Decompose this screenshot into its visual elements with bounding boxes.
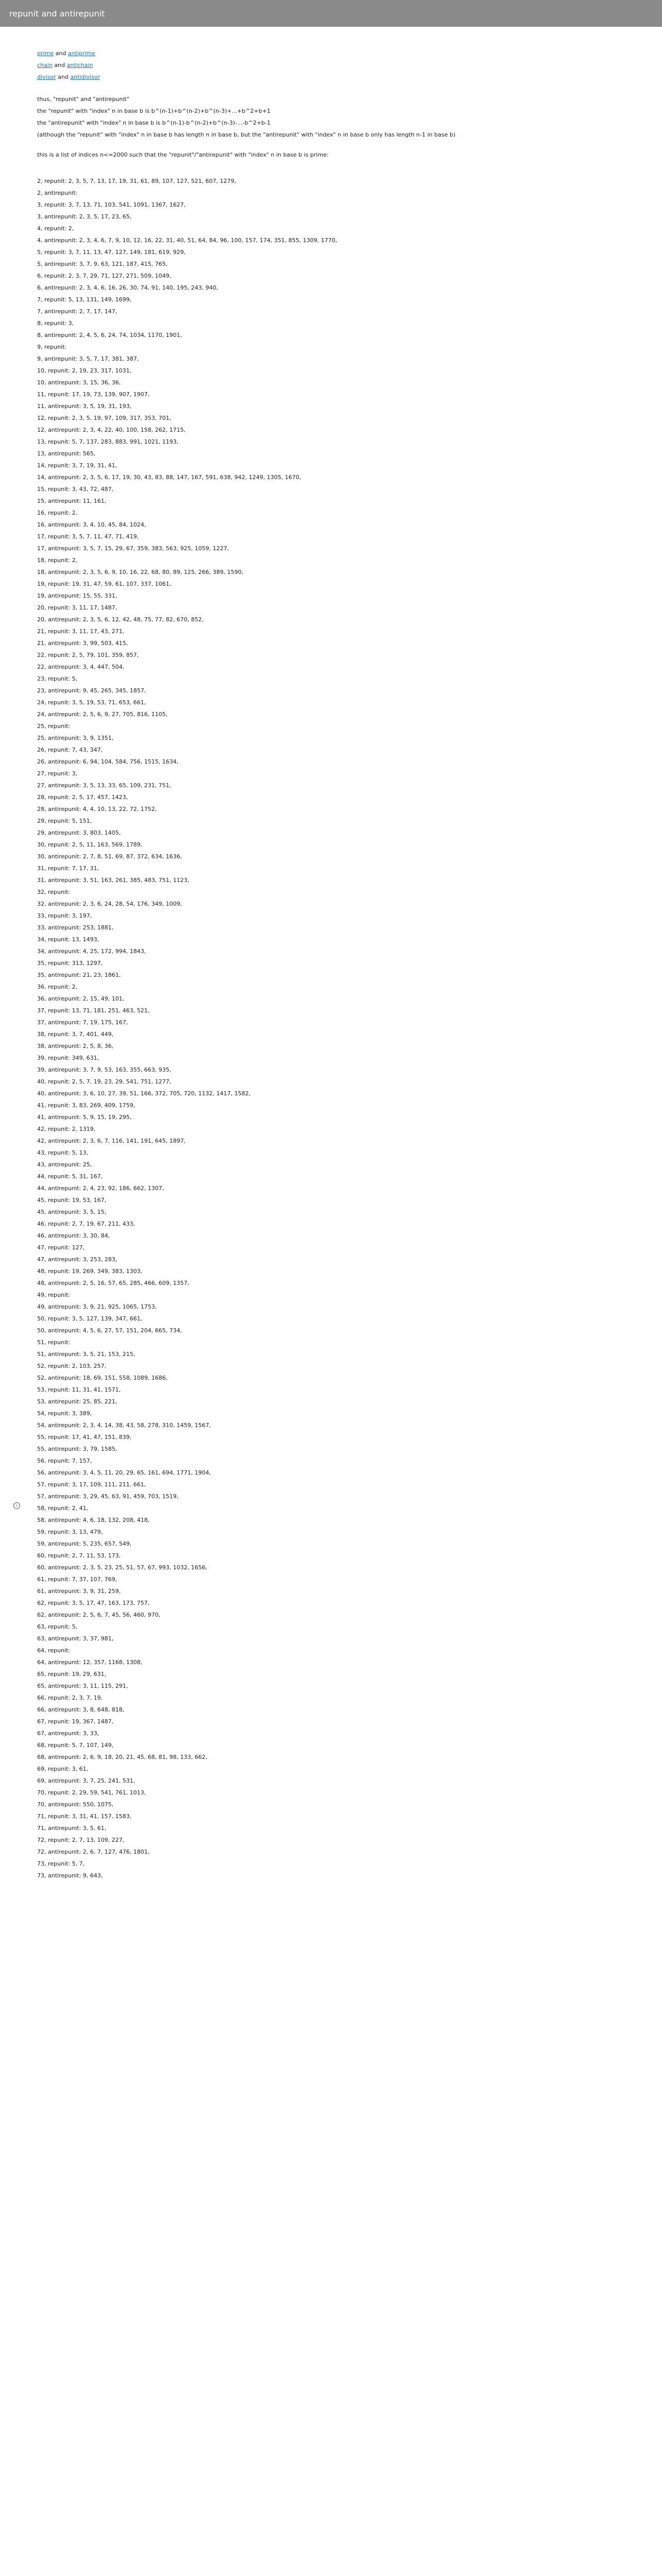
result-line: 48, repunit: 19, 269, 349, 383, 1303,: [37, 1268, 142, 1275]
info-icon[interactable]: i: [13, 1502, 20, 1509]
result-line: 18, antirepunit: 2, 3, 5, 6, 9, 10, 16, 22, 68, 80, 89, 125, 266, 389, 1590,: [37, 569, 243, 575]
link-pair: [37, 71, 625, 83]
result-line: 52, antirepunit: 18, 69, 151, 558, 1089, 1686,: [37, 1375, 168, 1381]
result-line: 68, repunit: 5, 7, 107, 149,: [37, 1742, 114, 1749]
result-line: 36, antirepunit: 2, 15, 49, 101,: [37, 995, 125, 1002]
result-line: 67, repunit: 19, 367, 1487,: [37, 1718, 114, 1725]
result-line: 58, repunit: 2, 41,: [37, 1505, 89, 1512]
result-line: 26, antirepunit: 6, 94, 104, 584, 756, 1515, 1634,: [37, 758, 179, 765]
result-line: 60, repunit: 2, 7, 11, 53, 173,: [37, 1552, 121, 1559]
result-line: 48, antirepunit: 2, 5, 16, 57, 65, 285, 466, 609, 1357,: [37, 1280, 190, 1286]
result-line: 38, antirepunit: 2, 5, 8, 36,: [37, 1043, 114, 1049]
result-line: 11, repunit: 17, 19, 73, 139, 907, 1907,: [37, 391, 150, 398]
result-line: 51, antirepunit: 3, 5, 21, 153, 215,: [37, 1351, 136, 1358]
result-line: 59, antirepunit: 5, 235, 657, 549,: [37, 1540, 132, 1547]
result-line: 5, antirepunit: 3, 7, 9, 63, 121, 187, 415, 765,: [37, 261, 168, 267]
result-line: 36, repunit: 2,: [37, 984, 78, 990]
result-line: 69, repunit: 3, 61,: [37, 1766, 89, 1772]
result-line: 45, repunit: 19, 53, 167,: [37, 1197, 107, 1204]
result-line: 28, repunit: 2, 5, 17, 457, 1423,: [37, 794, 128, 801]
result-line: 53, repunit: 11, 31, 41, 1571,: [37, 1386, 121, 1393]
page-title: repunit and antirepunit: [9, 9, 105, 19]
result-line: 41, antirepunit: 5, 9, 15, 19, 295,: [37, 1114, 132, 1121]
result-line: 12, repunit: 2, 3, 5, 19, 97, 109, 317, 353, 701,: [37, 415, 171, 421]
result-line: 50, repunit: 3, 5, 127, 139, 347, 661,: [37, 1315, 142, 1322]
result-line: 69, antirepunit: 3, 7, 25, 241, 531,: [37, 1777, 136, 1784]
result-line: 53, antirepunit: 25, 85, 221,: [37, 1398, 118, 1405]
result-line: 32, repunit:: [37, 889, 71, 895]
result-line: 32, antirepunit: 2, 3, 6, 24, 28, 54, 176, 349, 1009,: [37, 901, 183, 907]
result-line: 16, antirepunit: 3, 4, 10, 45, 84, 1024,: [37, 521, 146, 528]
result-line: 44, repunit: 5, 31, 167,: [37, 1173, 103, 1180]
result-line: 43, repunit: 5, 13,: [37, 1149, 89, 1156]
link[interactable]: antichain: [67, 62, 93, 69]
result-line: 9, antirepunit: 3, 5, 7, 17, 381, 387,: [37, 355, 139, 362]
intro-text: [37, 93, 625, 161]
result-line: 41, repunit: 3, 83, 269, 409, 1759,: [37, 1102, 135, 1109]
result-line: 31, antirepunit: 3, 51, 163, 261, 385, 483, 751, 1123,: [37, 877, 190, 884]
result-line: 30, repunit: 2, 5, 11, 163, 569, 1789,: [37, 841, 142, 848]
result-line: 10, antirepunit: 3, 15, 36, 36,: [37, 379, 121, 386]
result-line: 46, repunit: 2, 7, 19, 67, 211, 433,: [37, 1221, 135, 1227]
result-line: 55, antirepunit: 3, 79, 1585,: [37, 1446, 118, 1452]
result-line: 62, antirepunit: 2, 5, 6, 7, 45, 56, 460, 970,: [37, 1612, 161, 1618]
intro-paragraph: the "antirepunit" with "index" n in base b is b^(n-1)-b^(n-2)+b^(n-3)-...-b^2+b-1: [37, 120, 271, 126]
result-line: 26, repunit: 7, 43, 347,: [37, 747, 103, 753]
result-line: 11, antirepunit: 3, 5, 19, 31, 193,: [37, 403, 132, 410]
result-line: 14, repunit: 3, 7, 19, 31, 41,: [37, 462, 117, 469]
result-line: 63, antirepunit: 3, 37, 981,: [37, 1635, 114, 1642]
result-line: 3, repunit: 3, 7, 13, 71, 103, 541, 1091, 1367, 1627,: [37, 201, 186, 208]
result-line: 67, antirepunit: 3, 33,: [37, 1730, 100, 1737]
result-line: 50, antirepunit: 4, 5, 6, 27, 57, 151, 204, 665, 734,: [37, 1327, 183, 1334]
result-line: 8, repunit: 3,: [37, 320, 74, 327]
result-line: 61, antirepunit: 3, 9, 31, 259,: [37, 1588, 121, 1595]
result-line: 20, repunit: 3, 11, 17, 1487,: [37, 604, 117, 611]
result-line: 39, antirepunit: 3, 7, 9, 53, 163, 355, 663, 935,: [37, 1066, 172, 1073]
result-line: 63, repunit: 5,: [37, 1623, 78, 1630]
link-pair: [37, 59, 625, 71]
result-line: 62, repunit: 3, 5, 17, 47, 163, 173, 757,: [37, 1600, 150, 1606]
result-line: 2, repunit: 2, 3, 5, 7, 13, 17, 19, 31, 61, 89, 107, 127, 521, 607, 1279,: [37, 178, 236, 184]
result-line: 38, repunit: 3, 7, 401, 449,: [37, 1031, 114, 1038]
result-line: 65, antirepunit: 3, 11, 115, 291,: [37, 1683, 128, 1689]
result-line: 59, repunit: 3, 13, 479,: [37, 1529, 103, 1535]
link[interactable]: divisor: [37, 74, 56, 80]
result-line: 21, repunit: 3, 11, 17, 43, 271,: [37, 628, 124, 635]
result-line: 64, antirepunit: 12, 357, 1168, 1308,: [37, 1659, 143, 1666]
result-line: 17, antirepunit: 3, 5, 7, 15, 29, 67, 359, 383, 563, 925, 1059, 1227,: [37, 545, 229, 552]
result-line: 42, repunit: 2, 1319,: [37, 1126, 96, 1132]
result-line: 70, antirepunit: 550, 1075,: [37, 1801, 114, 1808]
result-line: 49, repunit:: [37, 1292, 71, 1298]
result-line: 33, repunit: 3, 197,: [37, 912, 92, 919]
result-line: 39, repunit: 349, 631,: [37, 1055, 100, 1061]
result-line: 8, antirepunit: 2, 4, 5, 6, 24, 74, 1034, 1170, 1901,: [37, 332, 183, 338]
result-line: 56, repunit: 7, 157,: [37, 1458, 92, 1464]
result-line: 47, repunit: 127,: [37, 1244, 85, 1251]
link-connector: and: [55, 50, 67, 57]
result-line: 27, repunit: 3,: [37, 770, 78, 777]
result-line: 42, antirepunit: 2, 3, 6, 7, 116, 141, 191, 645, 1897,: [37, 1138, 186, 1144]
result-line: 71, repunit: 3, 31, 41, 157, 1583,: [37, 1813, 131, 1820]
result-line: 43, antirepunit: 25,: [37, 1161, 92, 1168]
result-line: 21, antirepunit: 3, 99, 503, 415,: [37, 640, 128, 647]
result-line: 17, repunit: 3, 5, 7, 11, 47, 71, 419,: [37, 533, 139, 540]
result-line: 37, antirepunit: 7, 19, 175, 167,: [37, 1019, 128, 1026]
result-line: 22, antirepunit: 3, 4, 447, 504,: [37, 664, 125, 670]
main-content: [37, 47, 625, 1882]
result-line: 15, antirepunit: 11, 161,: [37, 498, 107, 504]
result-line: 44, antirepunit: 2, 4, 23, 92, 186, 662, 1307,: [37, 1185, 164, 1192]
result-line: 51, repunit:: [37, 1339, 71, 1346]
result-line: 13, repunit: 5, 7, 137, 283, 883, 991, 1021, 1193,: [37, 438, 178, 445]
result-line: 64, repunit:: [37, 1647, 71, 1654]
result-line: 68, antirepunit: 2, 6, 9, 18, 20, 21, 45, 68, 81, 98, 133, 662,: [37, 1754, 208, 1760]
result-line: 30, antirepunit: 2, 7, 8, 51, 69, 87, 372, 634, 1636,: [37, 853, 183, 860]
result-line: 4, antirepunit: 2, 3, 4, 6, 7, 9, 10, 12, 16, 22, 31, 40, 51, 64, 84, 96, 100, 157, 174, 351, 855, 1309, 1770,: [37, 237, 337, 244]
result-line: 57, antirepunit: 3, 29, 45, 63, 91, 459, 703, 1519,: [37, 1493, 179, 1500]
result-line: 61, repunit: 7, 37, 107, 769,: [37, 1576, 117, 1583]
related-links: [37, 47, 625, 83]
result-line: 54, antirepunit: 2, 3, 4, 14, 38, 43, 58, 278, 310, 1459, 1567,: [37, 1422, 211, 1429]
result-line: 52, repunit: 2, 103, 257,: [37, 1363, 107, 1369]
result-line: 35, antirepunit: 21, 23, 1861,: [37, 972, 121, 978]
result-line: 12, antirepunit: 2, 3, 4, 22, 40, 100, 158, 262, 1715,: [37, 427, 186, 433]
results-list: [37, 175, 625, 1882]
result-line: 6, antirepunit: 2, 3, 4, 6, 16, 26, 30, 74, 91, 140, 195, 243, 940,: [37, 284, 218, 291]
result-line: 25, repunit:: [37, 723, 71, 730]
link[interactable]: antidivisor: [70, 74, 100, 80]
result-line: 34, antirepunit: 4, 25, 172, 994, 1843,: [37, 948, 146, 955]
link-connector: and: [54, 62, 65, 69]
result-line: 7, antirepunit: 2, 7, 17, 147,: [37, 308, 118, 315]
result-line: 70, repunit: 2, 29, 59, 541, 761, 1013,: [37, 1789, 146, 1796]
result-line: 24, antirepunit: 2, 5, 6, 9, 27, 705, 816, 1105,: [37, 711, 168, 718]
result-line: 28, antirepunit: 4, 4, 10, 13, 22, 72, 1752,: [37, 806, 157, 812]
intro-paragraph: this is a list of indices n<=2000 such that the "repunit"/"antirepunit" with "index" n in base b is prime:: [37, 151, 329, 158]
result-line: 7, repunit: 5, 13, 131, 149, 1699,: [37, 296, 131, 303]
result-line: 46, antirepunit: 3, 30, 84,: [37, 1232, 110, 1239]
result-line: 13, antirepunit: 565,: [37, 450, 96, 457]
result-line: 18, repunit: 2,: [37, 557, 78, 564]
link[interactable]: prime: [37, 50, 54, 57]
result-line: 10, repunit: 2, 19, 23, 317, 1031,: [37, 367, 131, 374]
result-line: 34, repunit: 13, 1493,: [37, 936, 100, 943]
top-bar: [0, 0, 662, 27]
result-line: 6, repunit: 2, 3, 7, 29, 71, 127, 271, 509, 1049,: [37, 273, 171, 279]
result-line: 22, repunit: 2, 5, 79, 101, 359, 857,: [37, 652, 139, 658]
link[interactable]: chain: [37, 62, 53, 69]
result-line: 57, repunit: 3, 17, 109, 111, 211, 661,: [37, 1481, 146, 1488]
result-line: 25, antirepunit: 3, 9, 1351,: [37, 735, 114, 741]
result-line: 19, antirepunit: 15, 55, 331,: [37, 592, 118, 599]
intro-paragraph: thus, "repunit" and "antirepunit": [37, 96, 129, 103]
result-line: 55, repunit: 17, 41, 47, 151, 839,: [37, 1434, 131, 1440]
result-line: 72, repunit: 2, 7, 13, 109, 227,: [37, 1837, 124, 1843]
result-line: 16, repunit: 2,: [37, 510, 78, 516]
result-line: 23, repunit: 5,: [37, 675, 78, 682]
result-line: 3, antirepunit: 2, 3, 5, 17, 23, 65,: [37, 213, 132, 220]
result-line: 45, antirepunit: 3, 5, 15,: [37, 1209, 107, 1215]
link[interactable]: antiprime: [68, 50, 95, 57]
result-line: 37, repunit: 13, 71, 181, 251, 463, 521,: [37, 1007, 150, 1014]
link-connector: and: [58, 74, 69, 80]
result-line: 29, repunit: 5, 151,: [37, 818, 92, 824]
result-line: 9, repunit:: [37, 344, 67, 350]
result-line: 47, antirepunit: 3, 253, 283,: [37, 1256, 118, 1263]
result-line: 40, repunit: 2, 5, 7, 19, 23, 29, 541, 751, 1277,: [37, 1078, 171, 1085]
result-line: 14, antirepunit: 2, 3, 5, 6, 17, 19, 30, 43, 83, 88, 147, 167, 591, 638, 942, 1249, 1305, 1670,: [37, 474, 301, 481]
result-line: 31, repunit: 7, 17, 31,: [37, 865, 100, 872]
result-line: 66, antirepunit: 3, 8, 648, 818,: [37, 1706, 125, 1713]
result-line: 20, antirepunit: 2, 3, 5, 6, 12, 42, 48, 75, 77, 82, 670, 852,: [37, 616, 204, 623]
intro-paragraph: (although the "repunit" with "index" n in base b has length n in base b, but the "antirepunit" with "index" n in base b only has length n-1 in base b): [37, 131, 456, 138]
result-line: 2, antirepunit:: [37, 190, 78, 196]
result-line: 5, repunit: 3, 7, 11, 13, 47, 127, 149, 181, 619, 929,: [37, 249, 186, 256]
result-line: 23, antirepunit: 9, 45, 265, 345, 1857,: [37, 687, 146, 694]
result-line: 60, antirepunit: 2, 3, 5, 23, 25, 51, 57, 67, 993, 1032, 1656,: [37, 1564, 208, 1571]
intro-paragraph: the "repunit" with "index" n in base b is b^(n-1)+b^(n-2)+b^(n-3)+...+b^2+b+1: [37, 108, 271, 114]
result-line: 33, antirepunit: 253, 1881,: [37, 924, 114, 931]
result-line: 24, repunit: 3, 5, 19, 53, 71, 653, 661,: [37, 699, 146, 706]
result-line: 4, repunit: 2,: [37, 225, 74, 232]
result-line: 73, repunit: 5, 7,: [37, 1860, 85, 1867]
result-line: 56, antirepunit: 3, 4, 5, 11, 20, 29, 65, 161, 694, 1771, 1904,: [37, 1469, 211, 1476]
link-pair: [37, 47, 625, 59]
result-line: 15, repunit: 3, 43, 72, 487,: [37, 486, 114, 493]
result-line: 35, repunit: 313, 1297,: [37, 960, 103, 967]
result-line: 54, repunit: 3, 389,: [37, 1410, 92, 1417]
result-line: 65, repunit: 19, 29, 631,: [37, 1671, 107, 1677]
result-line: 66, repunit: 2, 3, 7, 19,: [37, 1694, 103, 1701]
result-line: 40, antirepunit: 3, 6, 10, 27, 39, 51, 166, 372, 705, 720, 1132, 1417, 1582,: [37, 1090, 251, 1097]
result-line: 72, antirepunit: 2, 6, 7, 127, 476, 1801,: [37, 1849, 150, 1855]
result-line: 49, antirepunit: 3, 9, 21, 925, 1065, 1753,: [37, 1303, 157, 1310]
result-line: 27, antirepunit: 3, 5, 13, 33, 65, 109, 231, 751,: [37, 782, 172, 789]
result-line: 19, repunit: 19, 31, 47, 59, 61, 107, 337, 1061,: [37, 581, 171, 587]
result-line: 71, antirepunit: 3, 5, 61,: [37, 1825, 107, 1832]
result-line: 29, antirepunit: 3, 803, 1405,: [37, 829, 121, 836]
result-line: 73, antirepunit: 9, 643,: [37, 1872, 103, 1879]
result-line: 58, antirepunit: 4, 6, 18, 132, 208, 418,: [37, 1517, 150, 1523]
